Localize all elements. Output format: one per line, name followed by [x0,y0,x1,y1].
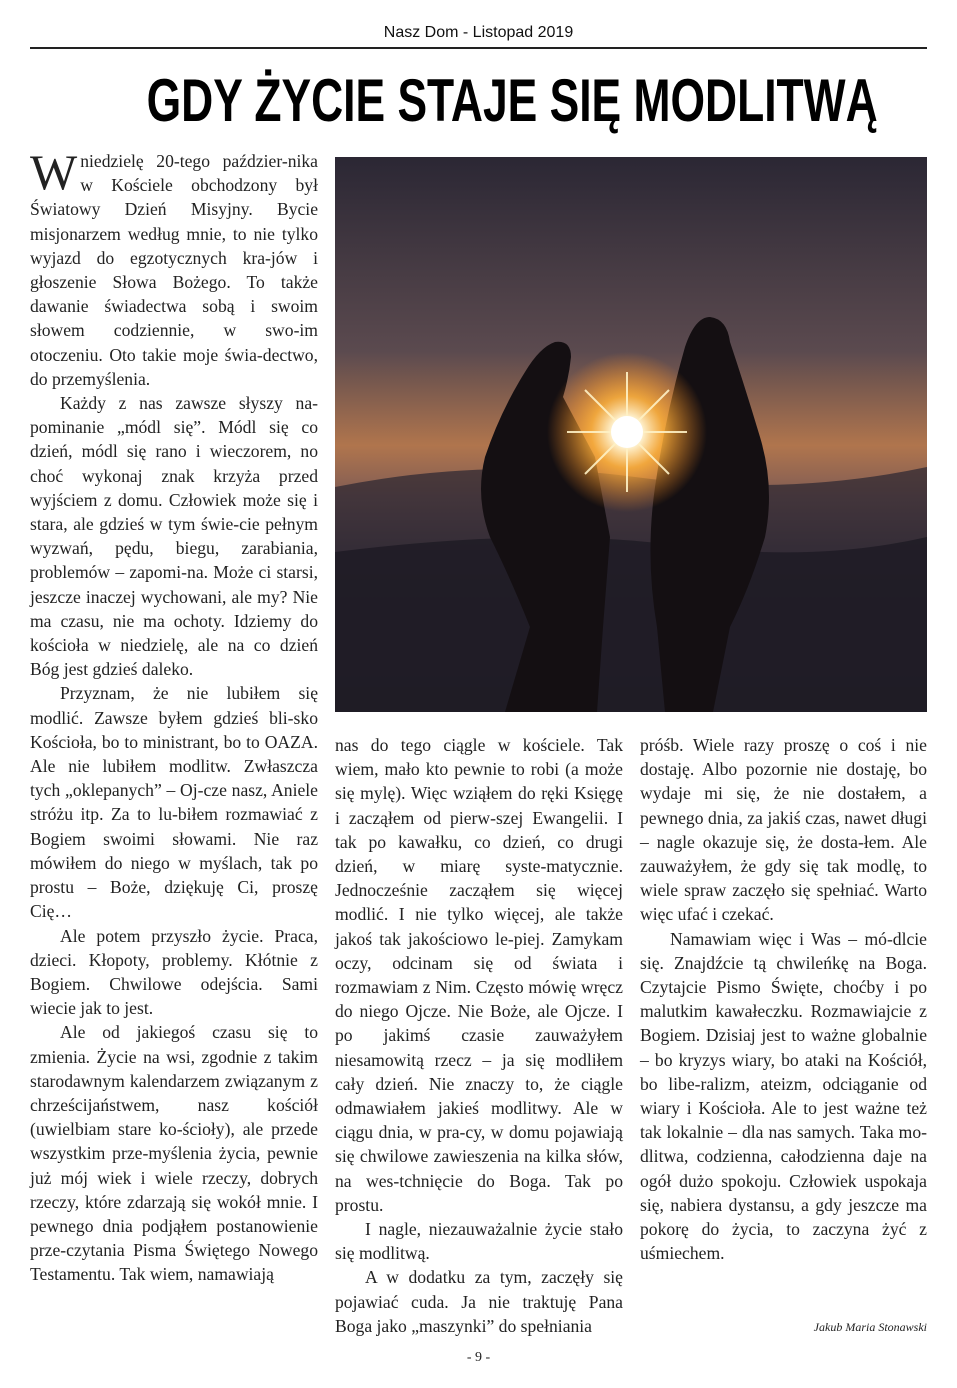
author-signature: Jakub Maria Stonawski [813,1320,927,1334]
article-column-2 [335,733,623,1338]
paragraph: Wniedzielę 20-tego paździer-nika w Kościele obchodzony był Światowy Dzień Misyjny. Bycie misjonarzem według mnie, to nie tylko wyjazd do egzotycznych kra-jów i głoszenie Słowa Bożego. To także dawanie świadectwa sobą i swoim słowem codziennie, w swo-im otoczeniu. Oto takie moje świa-dectwo, do przemyślenia. [30,144,318,389]
paragraph: Ale potem przyszło życie. Praca, dzieci. Kłopoty, problemy. Kłótnie z Bogiem. Chwilowe odejścia. Sami wiecie jak to jest. [30,925,318,1019]
header-divider [30,47,927,49]
paragraph: Każdy z nas zawsze słyszy na-pominanie „módl się”. Módl się co dzień, módl się rano i wieczorem, no choć wykonaj znak krzyża przed wyjściem z domu. Człowiek może się i stara, ale gdzieś w tym świe-cie pełnym wyzwań, pędu, biegu, zarabiania, problemów – zapomi-na. Może ci starsi, jeszcze inaczej wychowani, ale my? Nie ma czasu, nie ma ochoty. Idziemy do kościoła w niedzielę, ale na co dzień Bóg jest gdzieś daleko. [30,393,318,680]
dropcap: W [30,144,78,200]
paragraph: próśb. Wiele razy proszę o coś i nie dostaję. Albo pozornie nie dostaję, bo wydaje mi się, że nie dostałem, a pewnego dnia, za jakiś czas, nawet długi – nagle okazuje się, że dosta-łem. Ale zauważyłem, że gdy się tak modlę, to wiele spraw zaczęło się spełniać. Warto więc ufać i czekać. [640,735,927,925]
page-number: - 9 - [466,1350,491,1365]
paragraph: I nagle, niezauważalnie życie stało się modlitwą. [335,1219,623,1264]
hands-sunset-photo [335,157,927,712]
paragraph: Namawiam więc i Was – mó-dlcie się. Znajdźcie tą chwileńkę na Boga. Czytajcie Pismo Święte, choćby i po malutkim kawałeczku. Rozmawiajcie z Bogiem. Dzisiaj jest to ważne globalnie – bo kryzys wiary, bo ataki na Kościół, bo libe-ralizm, ateizm, odciąganie od wiary i Kościoła. Ale to jest ważne też tak lokalnie – dla nas samych. Taka mo-dlitwa, codzienna, całodzienna daje na ogół dużo spokoju. Człowiek uspokaja się, nabiera dystansu, a gdy jeszcze ma pokorę do życia, to zaczyna żyć z uśmiechem. [640,928,927,1264]
article-column-3 [640,733,927,1265]
paragraph: Ale od jakiegoś czasu się to zmienia. Życie na wsi, zgodnie z takim starodawnym kalendarzem związanym z chrześcijaństwem, nasz kościół (uwielbiam stare ko-ścioły), ale przede wszystkim prze-myślenia życia, pewnie już mój wiek i wiele rzeczy, dobrych rzeczy, które zdarzają się wokół mnie. I pewnego dnia podjąłem postanowienie prze-czytania Pisma Świętego Nowego Testamentu. Tak wiem, namawiają [30,1022,318,1285]
paragraph: A w dodatku za tym, zaczęły się pojawiać cuda. Ja nie traktuję Pana Boga jako „maszynki” do spełniania [335,1267,623,1336]
paragraph: Przyznam, że nie lubiłem się modlić. Zawsze byłem gdzieś bli-sko Kościoła, bo to ministrant, bo to OAZA. Ale nie lubiłem modlitw. Zwłaszcza tych „oklepanych” – Oj-cze nasz, Aniele stróżu itp. Za to lu-biłem rozmawiać z Bogiem swoimi słowami. Nie raz mówiłem do niego w myślach, tak po prostu – Boże, dziękuję Ci, proszę Cię… [30,683,318,922]
article-title: GDY ŻYCIE STAJE SIĘ MODLITWĄ [146,67,878,134]
paragraph: nas do tego ciągle w kościele. Tak wiem, mało kto pewnie to robi (a może się mylę). Więc wziąłem do ręki Księgę i zacząłem od pierw-szej Ewangelii. I tak po kawałku, co dzień, co drugi dzień, w miarę syste-matycznie. Jednocześnie zacząłem się więcej modlić. I nie tylko więcej, ale także jakoś tak jakościowo le-piej. Zamykam oczy, odcinam się od świata i rozmawiam z Nim. Często mówię wręcz do niego Ojcze. Nie Boże, ale Ojcze. I po jakimś czasie zauważyłem niesamowitą rzecz – ja się modliłem cały dzień. Nie znaczy to, że ciągle odmawiałem jakieś modlitwy. Ale w ciągu dnia, w pra-cy, w domu pojawiają się chwilowe zawieszenia na kilka słów, na wes-tchnięcie do Boga. Tak po prostu. [335,735,623,1215]
article-column-1 [30,144,318,1287]
running-header: Nasz Dom - Listopad 2019 [383,24,574,41]
